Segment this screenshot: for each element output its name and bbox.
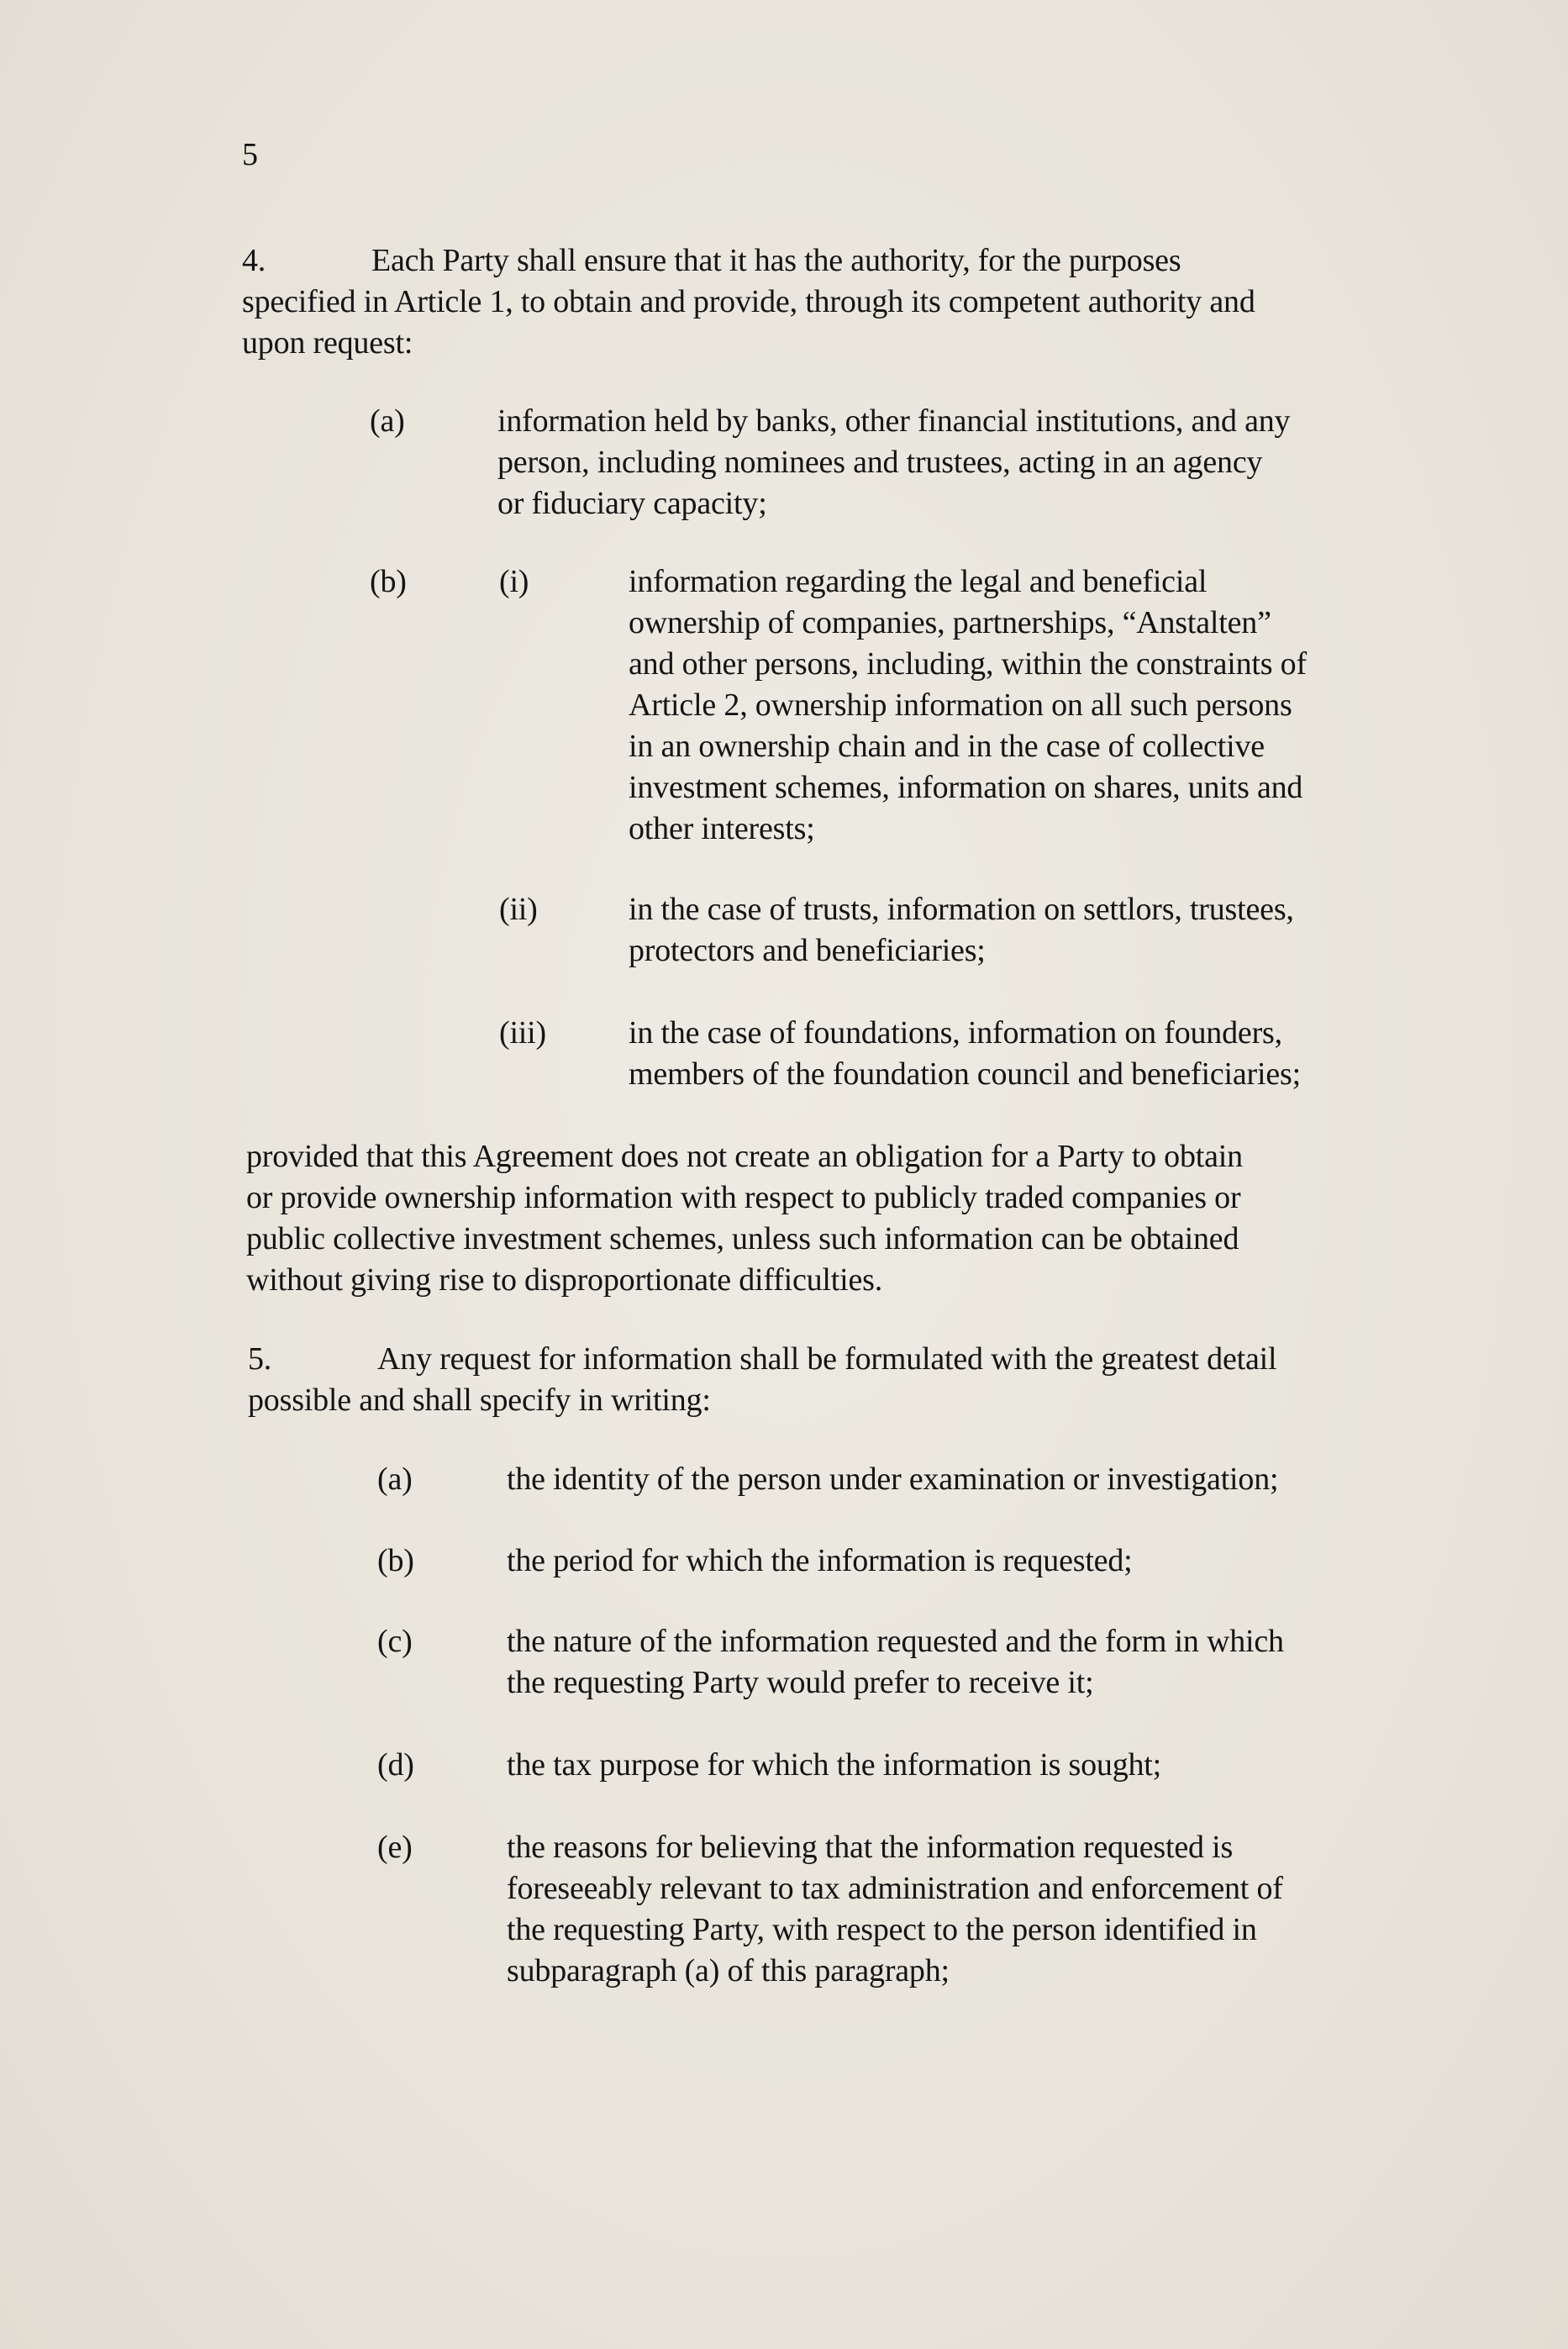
para4-number: 4. (242, 243, 266, 278)
para4-item-b-iii-line: in the case of foundations, information on founders, (629, 1015, 1282, 1051)
para4-item-b-i-line: other interests; (629, 811, 815, 846)
para5-item-e-line: subparagraph (a) of this paragraph; (507, 1953, 950, 1988)
para4-line-1: Each Party shall ensure that it has the authority, for the purposes (371, 243, 1181, 278)
para5-line-1: Any request for information shall be formulated with the greatest detail (377, 1341, 1277, 1377)
para4-item-b-ii-label: (ii) (499, 892, 538, 927)
para5-item-b-text: the period for which the information is requested; (507, 1543, 1133, 1578)
para5-item-c-line: the requesting Party would prefer to receive it; (507, 1665, 1094, 1700)
para5-item-c-label: (c) (377, 1624, 413, 1659)
para4-line-2: specified in Article 1, to obtain and provide, through its competent authority and (242, 284, 1255, 319)
para5-item-d-text: the tax purpose for which the information is sought; (507, 1747, 1162, 1783)
para4-item-b-i-text (629, 561, 1307, 850)
para5-line-2: possible and shall specify in writing: (248, 1383, 711, 1418)
para4-proviso-line: without giving rise to disproportionate difficulties. (246, 1262, 883, 1298)
para5-item-b-label: (b) (377, 1543, 414, 1578)
para4-item-b-iii-line: members of the foundation council and beneficiaries; (629, 1056, 1301, 1092)
para4-item-b-i-line: and other persons, including, within the constraints of (629, 646, 1307, 682)
para4-item-a-text (497, 401, 1290, 524)
para4-item-b-label: (b) (370, 564, 407, 599)
para4-item-b-i-line: information regarding the legal and beneficial (629, 564, 1208, 599)
para4-proviso-line: provided that this Agreement does not create an obligation for a Party to obtain (246, 1139, 1243, 1174)
para5-item-c-text (507, 1621, 1284, 1704)
para4-item-b-ii-line: in the case of trusts, information on settlors, trustees, (629, 892, 1294, 927)
para5-item-e-label: (e) (377, 1830, 413, 1865)
para5-item-d-label: (d) (377, 1747, 414, 1783)
para5-item-e-line: the requesting Party, with respect to the person identified in (507, 1912, 1257, 1947)
para4-proviso-line: public collective investment schemes, unless such information can be obtained (246, 1221, 1239, 1256)
para4-proviso (246, 1136, 1243, 1301)
para4-item-b-i-line: investment schemes, information on shares, units and (629, 770, 1303, 805)
para4-line-3: upon request: (242, 325, 413, 361)
para4-item-a-line: or fiduciary capacity; (497, 486, 767, 521)
para4-item-a-line: person, including nominees and trustees, acting in an agency (497, 445, 1263, 480)
para4-item-b-i-line: ownership of companies, partnerships, “Anstalten” (629, 605, 1271, 640)
page-number: 5 (242, 137, 258, 172)
para4-item-b-i-line: in an ownership chain and in the case of collective (629, 729, 1265, 764)
para5-item-e-text (507, 1827, 1283, 1992)
para4-item-b-i-line: Article 2, ownership information on all such persons (629, 687, 1292, 723)
para4-item-b-i-label: (i) (499, 564, 529, 599)
para5-item-a-text: the identity of the person under examination or investigation; (507, 1462, 1279, 1497)
para5-item-c-line: the nature of the information requested and the form in which (507, 1624, 1284, 1659)
para4-item-a-label: (a) (370, 403, 405, 439)
para4-item-b-ii-text (629, 889, 1294, 972)
para5-number: 5. (248, 1341, 272, 1377)
para4-item-a-line: information held by banks, other financial institutions, and any (497, 403, 1291, 439)
para4-proviso-line: or provide ownership information with respect to publicly traded companies or (246, 1180, 1241, 1215)
para5-item-e-line: foreseeably relevant to tax administration and enforcement of (507, 1871, 1283, 1906)
para5-item-a-label: (a) (377, 1462, 413, 1497)
para4-item-b-iii-label: (iii) (499, 1015, 546, 1051)
para4-item-b-iii-text (629, 1013, 1301, 1095)
para5-item-e-line: the reasons for believing that the information requested is (507, 1830, 1234, 1865)
para4-item-b-ii-line: protectors and beneficiaries; (629, 933, 986, 968)
